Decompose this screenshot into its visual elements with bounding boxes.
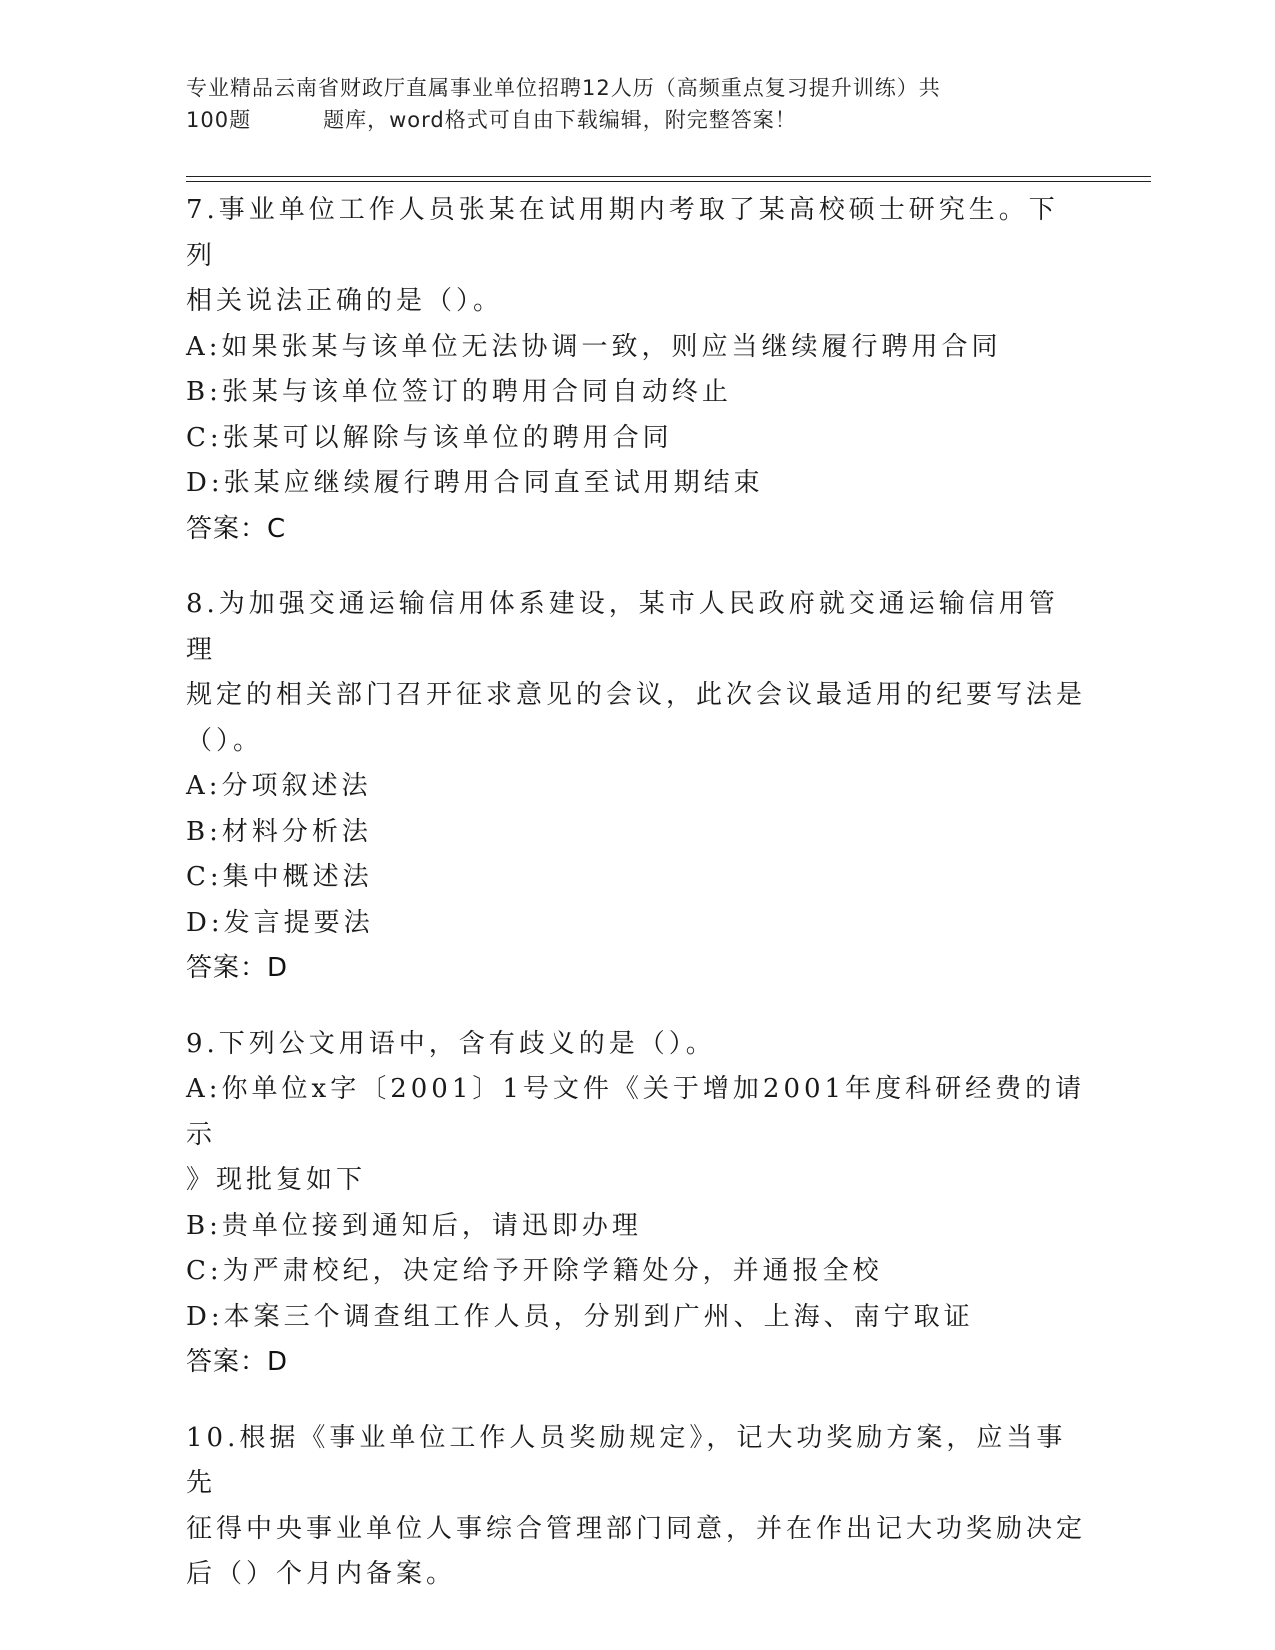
- header-line-2-left: 100题: [186, 108, 252, 132]
- header-line-1: 专业精品云南省财政厅直属事业单位招聘12人历（高频重点复习提升训练）共: [186, 76, 941, 100]
- header-divider: [186, 176, 1151, 177]
- header-line-2-right: 题库，word格式可自由下载编辑，附完整答案！: [323, 108, 797, 132]
- question-stem-line: 9.下列公文用语中，含有歧义的是（）。: [186, 1028, 716, 1059]
- question-list: [186, 188, 1086, 1628]
- option-a: A:分项叙述法: [186, 771, 372, 801]
- question-8: [186, 582, 1086, 992]
- option-a: A:你单位x字〔2001〕1号文件《关于增加2001年度科研经费的请示: [186, 1074, 1086, 1150]
- option-b: B:张某与该单位签订的聘用合同自动终止: [186, 377, 732, 407]
- option-a-continued: 》现批复如下: [186, 1165, 367, 1195]
- question-stem-line: 8.为加强交通运输信用体系建设，某市人民政府就交通运输信用管理: [186, 589, 1059, 665]
- option-d: D:本案三个调查组工作人员，分别到广州、上海、南宁取证: [186, 1301, 974, 1332]
- question-stem-line: 相关说法正确的是（）。: [186, 286, 504, 316]
- question-stem-line: 后（）个月内备案。: [186, 1559, 457, 1589]
- question-stem-line: 7.事业单位工作人员张某在试用期内考取了某高校硕士研究生。下列: [186, 195, 1059, 271]
- option-c: C:张某可以解除与该单位的聘用合同: [186, 422, 673, 453]
- question-7: [186, 188, 1086, 552]
- question-stem-line: （）。: [186, 725, 264, 756]
- answer: 答案：D: [186, 1347, 289, 1377]
- option-a: A:如果张某与该单位无法协调一致，则应当继续履行聘用合同: [186, 331, 1002, 362]
- header-line-2: [186, 104, 1066, 136]
- question-10: [186, 1416, 1086, 1598]
- page-header: [186, 72, 1066, 136]
- question-9: [186, 1022, 1086, 1386]
- question-stem-line: 10.根据《事业单位工作人员奖励规定》，记大功奖励方案，应当事先: [186, 1422, 1067, 1498]
- option-c: C:集中概述法: [186, 862, 373, 892]
- option-b: B:贵单位接到通知后，请迅即办理: [186, 1210, 642, 1241]
- question-stem-line: 规定的相关部门召开征求意见的会议，此次会议最适用的纪要写法是: [186, 680, 1087, 710]
- question-stem-line: 征得中央事业单位人事综合管理部门同意，并在作出记大功奖励决定: [186, 1513, 1087, 1544]
- option-c: C:为严肃校纪，决定给予开除学籍处分，并通报全校: [186, 1256, 883, 1286]
- answer: 答案：D: [186, 953, 289, 983]
- option-b: B:材料分析法: [186, 816, 372, 847]
- option-d: D:发言提要法: [186, 907, 374, 938]
- header-divider-secondary: [186, 181, 1151, 182]
- option-d: D:张某应继续履行聘用合同直至试用期结束: [186, 468, 764, 498]
- answer: 答案：C: [186, 513, 287, 544]
